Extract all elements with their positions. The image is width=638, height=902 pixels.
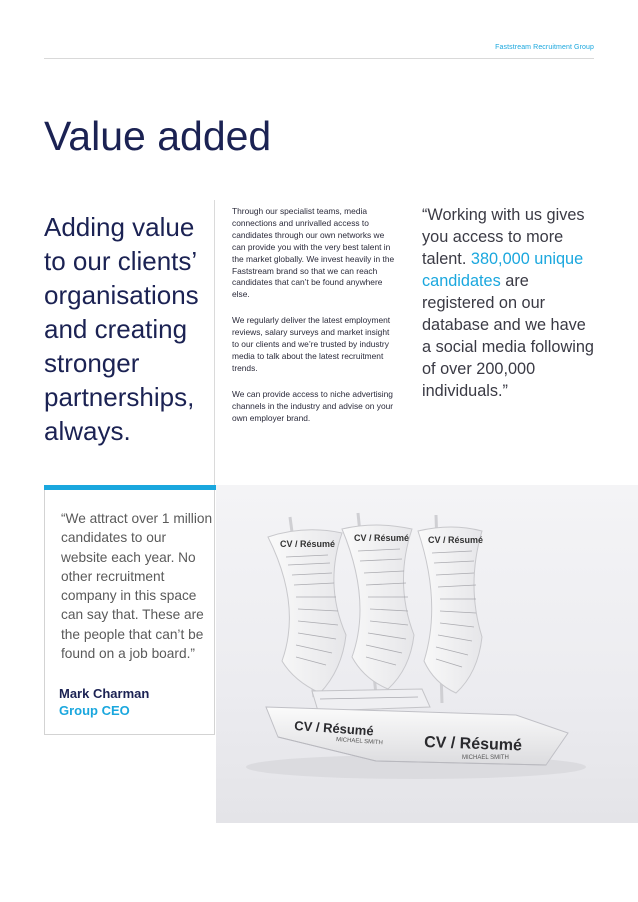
pull-quote-text: are registered on our database and we have a social media following of over 200,000 individuals.” <box>422 272 594 400</box>
ceo-name: Mark Charman <box>59 686 150 701</box>
paper-ship-illustration <box>216 485 638 823</box>
brand-name: Faststream Recruitment Group <box>495 44 594 51</box>
sail <box>342 525 414 689</box>
hull-name: MICHAEL SMITH <box>335 737 383 747</box>
paper-hull <box>266 707 568 765</box>
hull-label: CV / Résumé <box>293 718 375 739</box>
ceo-role: Group CEO <box>59 703 130 718</box>
body-paragraph: We regularly deliver the latest employment reviews, salary surveys and market insight to our clients and we’re trusted by industry media to talk about the latest recruitment trends. <box>232 315 391 373</box>
accent-bar <box>44 485 216 490</box>
intro-heading: Adding value to our clients’ organisations and creating stronger partnerships, always. <box>44 212 199 446</box>
sail-label: CV / Résumé <box>428 535 484 545</box>
pull-quote <box>422 204 598 402</box>
hull-label: CV / Résumé <box>423 734 523 755</box>
page-title: Value added <box>44 113 272 159</box>
paper-ship-image <box>216 485 638 823</box>
intro-column <box>44 200 215 485</box>
body-paragraph: Through our specialist teams, media connections and unrivalled access to candidates through our own networks we can provide you with the very best talent in the market globally. We invest heavily in the Faststream brand so that we can reach candidates that can’t be found anywhere else. <box>232 206 395 300</box>
body-text-column <box>232 206 397 439</box>
header-divider <box>44 58 594 59</box>
sail <box>418 527 483 693</box>
body-paragraph: We can provide access to niche advertising channels in the industry and advise on your own employer brand. <box>232 388 394 423</box>
sail-label: CV / Résumé <box>354 533 410 543</box>
ceo-quote-box <box>44 485 215 735</box>
pull-quote-text: “Working with us gives you access to more talent. <box>422 206 585 268</box>
sail <box>268 530 346 693</box>
pull-quote-highlight: 380,000 unique candidates <box>422 250 584 290</box>
sail-label: CV / Résumé <box>280 539 336 549</box>
hull-name: MICHAEL SMITH <box>462 755 509 761</box>
ceo-quote-text: “We attract over 1 million candidates to our website each year. No other recruitment company in this space can say that. These are the people that can’t be found on a job board.” <box>61 511 213 662</box>
